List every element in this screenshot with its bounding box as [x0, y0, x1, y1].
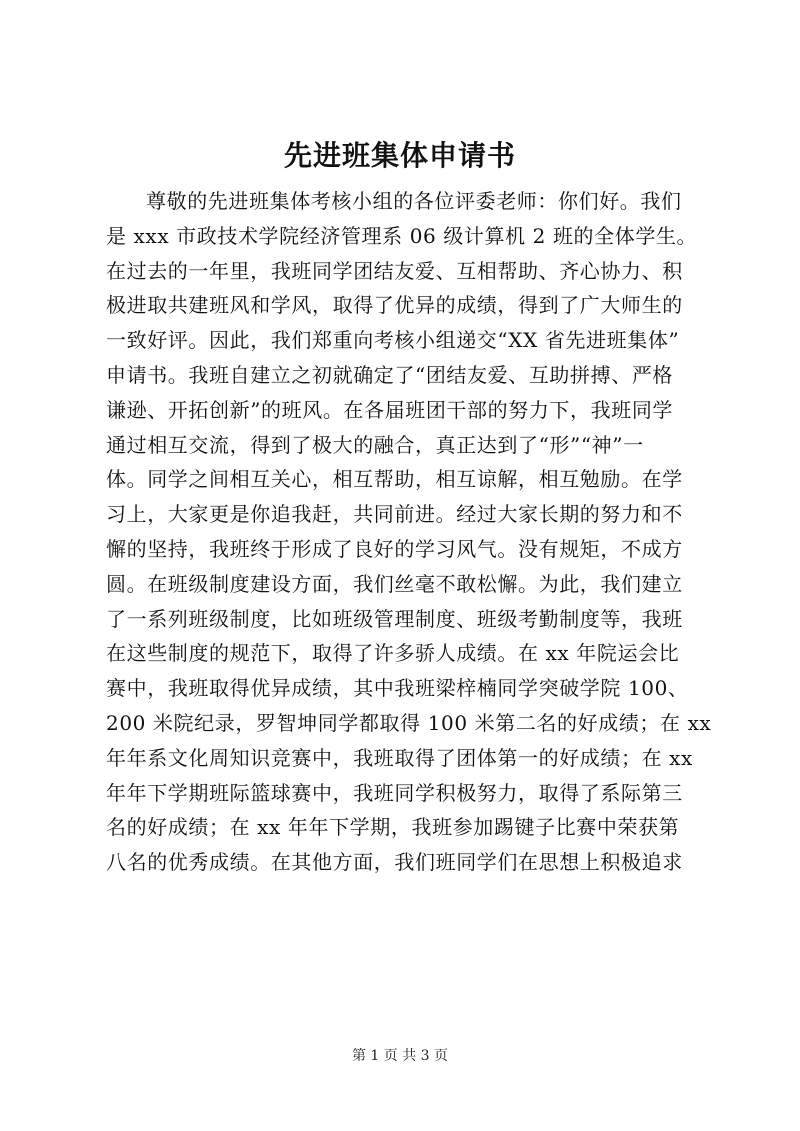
document-body: [106, 184, 712, 880]
body-line: 赛中，我班取得优异成绩，其中我班梁梓楠同学突破学院 100、: [106, 676, 689, 701]
body-line: 在过去的一年里，我班同学团结友爱、互相帮助、齐心协力、积: [106, 258, 683, 283]
body-line: 八名的优秀成绩。在其他方面，我们班同学们在思想上积极追求: [106, 850, 683, 875]
body-line: 谦逊、开拓创新”的班风。在各届班团干部的努力下，我班同学: [106, 397, 674, 422]
body-line: 体。同学之间相互关心，相互帮助，相互谅解，相互勉励。在学: [106, 467, 683, 492]
body-line: 极进取共建班风和学风，取得了优异的成绩，得到了广大师生的: [106, 293, 683, 318]
body-line: 200 米院纪录，罗智坤同学都取得 100 米第二名的好成绩；在 xx: [106, 710, 712, 735]
body-line: 习上，大家更是你追我赶，共同前进。经过大家长期的努力和不: [106, 502, 683, 527]
page-number-footer: 第 1 页 共 3 页: [351, 1048, 449, 1064]
document-title: 先进班集体申请书: [283, 139, 516, 172]
body-line: 年年系文化周知识竞赛中，我班取得了团体第一的好成绩；在 xx: [106, 745, 693, 770]
body-line: 圆。在班级制度建设方面，我们丝毫不敢松懈。为此，我们建立: [106, 571, 683, 596]
body-line: 一致好评。因此，我们郑重向考核小组递交“XX 省先进班集体”: [106, 328, 680, 353]
body-line: 懈的坚持，我班终于形成了良好的学习风气。没有规矩，不成方: [106, 536, 683, 561]
body-line: 是 xxx 市政技术学院经济管理系 06 级计算机 2 班的全体学生。: [106, 223, 698, 248]
body-line: 了一系列班级制度，比如班级管理制度、班级考勤制度等，我班: [106, 606, 683, 631]
body-line: 通过相互交流，得到了极大的融合，真正达到了“形”“神”一: [106, 432, 644, 457]
body-line: 年年下学期班际篮球赛中，我班同学积极努力，取得了系际第三: [106, 780, 683, 805]
body-line: 尊敬的先进班集体考核小组的各位评委老师：你们好。我们: [146, 189, 682, 213]
body-line: 申请书。我班自建立之初就确定了“团结友爱、互助拼搏、严格: [106, 362, 674, 387]
body-line: 名的好成绩；在 xx 年年下学期，我班参加踢键子比赛中荣获第: [106, 815, 680, 840]
body-line: 在这些制度的规范下，取得了许多骄人成绩。在 xx 年院运会比: [106, 641, 680, 666]
